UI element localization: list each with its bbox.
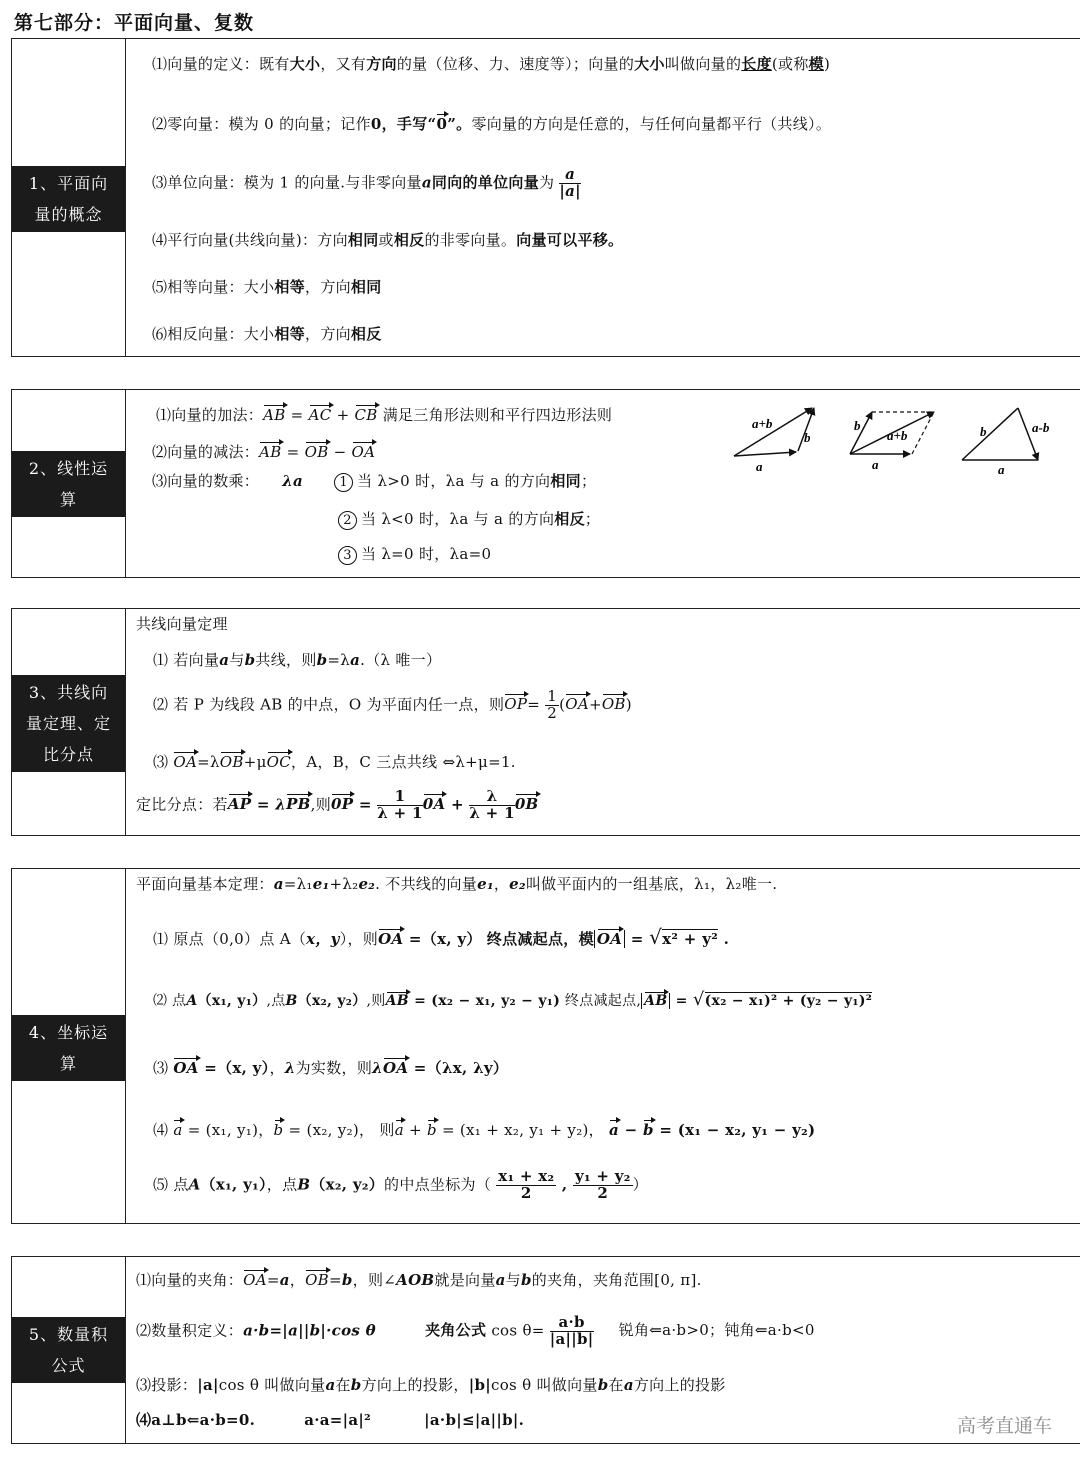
heading-line: 算 xyxy=(59,490,77,509)
text: =λ xyxy=(197,753,220,771)
text: A xyxy=(186,993,198,1009)
text: 2 xyxy=(597,1183,609,1202)
text: ,则 xyxy=(310,795,332,814)
text: 终点减起点, xyxy=(564,993,642,1009)
text: e₂ xyxy=(358,875,376,893)
text: 同向的单位向量 xyxy=(431,173,539,192)
text: |a||b| xyxy=(549,1329,594,1348)
text: 当 λ>0 时，λa 与 a 的方向 xyxy=(357,472,551,490)
text: ⑸相等向量：大小 xyxy=(152,278,275,296)
vector: AP xyxy=(227,795,252,814)
text: √ xyxy=(692,989,705,1010)
vector: OB xyxy=(601,695,626,714)
text: ⑶ xyxy=(153,1059,174,1077)
text: a xyxy=(565,165,576,183)
coord-item-3 xyxy=(153,1057,508,1078)
theorem-title: 共线向量定理 xyxy=(136,615,228,633)
text: = xyxy=(625,930,650,948)
text: =（λx, λy） xyxy=(408,1059,509,1077)
text: =λ₁ xyxy=(283,875,313,893)
text: ，方向 xyxy=(305,325,351,343)
text: a xyxy=(325,1376,336,1394)
text: ，又有 xyxy=(320,55,367,73)
vector: OA xyxy=(596,930,623,948)
coord-item-5 xyxy=(153,1169,648,1202)
vector: AB xyxy=(644,993,668,1009)
text: ⑶向量的数乘： xyxy=(152,472,260,490)
text: 0，手写“ xyxy=(370,115,437,133)
fraction xyxy=(377,789,422,822)
perpendicular-line xyxy=(136,1409,524,1430)
text: 的夹角，夹角范围[0, π]. xyxy=(531,1271,702,1289)
text: 向量可以平移。 xyxy=(516,231,624,249)
text: 在 xyxy=(335,1376,351,1394)
heading-line: 算 xyxy=(59,1054,77,1073)
text: 当 λ=0 时，λa=0 xyxy=(361,545,492,563)
text: ⑶投影： xyxy=(136,1376,198,1394)
text: a·b=|a||b|·cos θ xyxy=(243,1321,376,1340)
text: A xyxy=(188,1175,201,1194)
text: =λ xyxy=(327,651,351,669)
text: 1 xyxy=(547,687,558,705)
vector: OA xyxy=(382,1059,409,1077)
text: (或称 xyxy=(771,55,809,73)
vector: 0P xyxy=(331,795,354,814)
text: a xyxy=(421,173,432,192)
text: , xyxy=(556,1175,573,1194)
text: 当 λ<0 时，λa 与 a 的方向 xyxy=(361,510,555,528)
text: ，方向 xyxy=(305,278,351,296)
text: 大小 xyxy=(289,55,321,73)
text: +λ₂ xyxy=(329,875,359,893)
text: 与 xyxy=(229,651,245,669)
vector: OA xyxy=(173,1059,199,1077)
text: x₁ + x₂ xyxy=(498,1167,555,1185)
text: =（x, y） xyxy=(198,1059,270,1077)
text: ⑵ 若 P 为线段 AB 的中点，O 为平面内任一点，则 xyxy=(153,695,505,714)
text: 的量（位移、力、速度等）；向量的 xyxy=(396,55,635,73)
circled-number: 2 xyxy=(338,511,357,530)
text: ，点 xyxy=(266,1175,298,1194)
basis-theorem xyxy=(136,873,777,894)
text: ⑷a⊥b⇐a·b=0. xyxy=(136,1411,256,1429)
text: ( xyxy=(559,695,566,714)
section-coordinate-operations xyxy=(11,868,1080,1224)
text: （x₁, y₁） xyxy=(197,993,267,1009)
text: = xyxy=(285,406,309,424)
text: cos θ 叫做向量 xyxy=(218,1376,326,1394)
text: = (x₁ − x₂, y₁ − y₂) xyxy=(653,1121,816,1139)
text: 0 xyxy=(436,115,448,133)
heading-line: 量的概念 xyxy=(34,205,103,224)
text: 长度 xyxy=(741,55,772,73)
coord-item-1 xyxy=(153,925,729,949)
vector: OP xyxy=(504,695,528,714)
text: cos θ 叫做向量 xyxy=(491,1376,598,1394)
projection-line xyxy=(136,1374,726,1395)
text: a xyxy=(219,651,230,669)
text: λ xyxy=(284,1059,296,1077)
section-vector-concept xyxy=(11,38,1080,357)
text: ⑴ 原点（0,0）点 A（ xyxy=(153,930,307,948)
text: ,则 xyxy=(366,993,386,1009)
text: ⑵数量积定义： xyxy=(136,1321,244,1340)
text: 叫做向量的 xyxy=(664,55,742,73)
text: 相反 xyxy=(350,325,382,343)
opposite-vector-line xyxy=(152,323,382,344)
dot-product-definition-line xyxy=(136,1315,815,1348)
text: ， xyxy=(269,1059,285,1077)
text: 2 xyxy=(520,1183,532,1202)
text: ,点 xyxy=(266,993,286,1009)
heading-line: 1、平面向 xyxy=(28,174,109,193)
vector: AB xyxy=(259,443,282,461)
text: 的非零向量。 xyxy=(424,231,517,249)
section-head-column xyxy=(12,390,126,577)
text: √ xyxy=(649,925,663,949)
heading-line: 3、共线向 xyxy=(28,683,109,702)
vector: b xyxy=(643,1121,654,1139)
text: 零向量的方向是任意的，与任何向量都平行（共线）。 xyxy=(471,115,832,133)
watermark: 高考直通车 xyxy=(956,1415,1052,1437)
text: 的中点坐标为（ xyxy=(384,1175,492,1194)
section-head-column xyxy=(12,1257,126,1443)
text: ”。 xyxy=(447,115,472,133)
zero-vector-line xyxy=(152,113,831,134)
text: ⑵零向量：模为 0 的向量；记作 xyxy=(152,115,371,133)
vector: 0B xyxy=(514,795,539,814)
vector: OB xyxy=(304,443,329,461)
text: 相同 xyxy=(550,472,581,490)
text: a xyxy=(495,1271,506,1289)
text: = λ xyxy=(251,795,287,814)
vector: 0A xyxy=(422,795,446,814)
text: 1 xyxy=(377,789,422,806)
text: 或 xyxy=(378,231,394,249)
midpoint-item xyxy=(153,689,632,722)
coord-item-2 xyxy=(153,989,872,1010)
text: b xyxy=(350,1376,362,1394)
text: − xyxy=(328,443,352,461)
text: ， xyxy=(493,875,510,893)
text: ⑷平行向量(共线向量)：方向 xyxy=(152,231,348,249)
text: 锐角⇐a·b>0；钝角⇐a·b<0 xyxy=(618,1321,815,1340)
text: + xyxy=(445,795,470,814)
text: |b| xyxy=(468,1376,492,1394)
text: λ xyxy=(469,789,514,806)
circled-number: 3 xyxy=(338,546,357,565)
text: e₂ xyxy=(509,875,526,893)
text: 叫做平面内的一组基底，λ₁，λ₂唯一. xyxy=(525,875,778,893)
vector: OA xyxy=(565,695,589,714)
vector: OA xyxy=(351,443,376,461)
text: ） xyxy=(632,1175,648,1194)
text: ⑹相反向量：大小 xyxy=(152,325,275,343)
text: 平面向量基本定理： xyxy=(136,875,274,893)
text: 为 xyxy=(539,173,555,192)
text: 夹角公式 xyxy=(425,1321,487,1340)
text: 大小 xyxy=(634,55,665,73)
text: cos θ= xyxy=(491,1321,545,1340)
text: = xyxy=(670,993,693,1009)
text: − xyxy=(619,1121,643,1139)
addition-triangle-diagram xyxy=(734,408,814,474)
text: . 不共线的向量 xyxy=(375,875,478,893)
text: +μ xyxy=(243,753,267,771)
vector: a xyxy=(394,1121,404,1139)
text: 2 xyxy=(547,703,558,722)
vector: PB xyxy=(286,795,311,814)
section-heading xyxy=(12,166,125,232)
vector: CB xyxy=(354,406,378,424)
text: 就是向量 xyxy=(434,1271,496,1289)
section-collinear-theorem xyxy=(11,608,1080,836)
text: = (x₂, y₂)， 则 xyxy=(283,1121,395,1139)
collinear-item-1 xyxy=(153,649,441,670)
text: ， xyxy=(289,1271,306,1289)
scalar-multiply-line xyxy=(152,470,596,492)
vector: a xyxy=(609,1121,620,1139)
section-point-formula xyxy=(136,789,539,822)
text: a·a=|a|² xyxy=(304,1411,372,1429)
section-head-column xyxy=(12,39,126,356)
angle-line xyxy=(136,1269,702,1290)
text: ) xyxy=(823,55,831,73)
text: ⑴向量的定义：既有 xyxy=(152,55,290,73)
text: 为实数，则 xyxy=(295,1059,373,1077)
parallel-vector-line xyxy=(152,229,623,250)
text: |a| xyxy=(197,1376,219,1394)
text: 在 xyxy=(608,1376,624,1394)
text: ； xyxy=(584,510,601,528)
addition-line xyxy=(156,404,612,425)
text: ，则∠ xyxy=(352,1271,397,1289)
heading-line: 2、线性运 xyxy=(28,459,109,478)
text: ⑵ 点 xyxy=(153,993,187,1009)
heading-line: 量定理、定 xyxy=(25,714,111,733)
vector: OC xyxy=(266,753,292,771)
fraction xyxy=(545,689,559,722)
text: 方向 xyxy=(366,55,397,73)
section-heading xyxy=(12,1317,125,1383)
fraction xyxy=(550,1315,594,1348)
text: a xyxy=(623,1376,634,1394)
text: =（x, y） xyxy=(403,930,482,948)
section-head-column xyxy=(12,869,126,1223)
text: b xyxy=(341,1271,353,1289)
vector: OB xyxy=(219,753,244,771)
text: b xyxy=(244,651,256,669)
text: ⑷ xyxy=(153,1121,174,1139)
text: B xyxy=(285,993,298,1009)
text: 相同 xyxy=(350,278,382,296)
text: 方向上的投影， xyxy=(361,1376,469,1394)
text: ⑶单位向量：模为 1 的向量.与非零向量 xyxy=(152,173,422,192)
text: 模 xyxy=(808,55,824,73)
text: 终点减起点，模 xyxy=(486,930,594,948)
text: ），则 xyxy=(339,930,379,948)
text: ⑶ xyxy=(153,753,174,771)
text: λ xyxy=(372,1059,383,1077)
section-heading xyxy=(12,675,125,772)
vector: b xyxy=(426,1121,437,1139)
collinear-condition-item xyxy=(153,751,516,772)
label: a xyxy=(872,457,879,472)
heading-line: 比分点 xyxy=(42,745,94,764)
text: λ + 1 xyxy=(469,803,515,822)
text: e₁ xyxy=(477,875,494,893)
label: a+b xyxy=(752,416,773,431)
text: 相同 xyxy=(347,231,379,249)
text: = (x₁, y₁)， xyxy=(182,1121,274,1139)
scalar-case-3 xyxy=(338,543,491,565)
text: y₁ + y₂ xyxy=(574,1167,631,1185)
section-linear-operations xyxy=(11,389,1080,578)
text: ⑴ 若向量 xyxy=(153,651,220,669)
text: = xyxy=(527,695,541,714)
heading-line: 5、数量积 xyxy=(28,1325,109,1344)
vector: AB xyxy=(385,993,409,1009)
text: a xyxy=(273,875,284,893)
text: (x₂ − x₁)² + (y₂ − y₁)² xyxy=(704,993,873,1009)
text: ⑵向量的减法： xyxy=(152,443,260,461)
fraction xyxy=(573,1169,633,1202)
text: |a| xyxy=(559,181,581,200)
subtraction-triangle-diagram xyxy=(962,408,1050,476)
text: 相反 xyxy=(393,231,425,249)
text: + xyxy=(331,406,355,424)
section-head-column xyxy=(12,609,126,835)
text: 共线，则 xyxy=(255,651,317,669)
coord-item-4 xyxy=(153,1119,815,1140)
vector: AB xyxy=(263,406,286,424)
text: b xyxy=(316,651,328,669)
heading-line: 公式 xyxy=(51,1356,86,1375)
text: B xyxy=(297,1175,311,1194)
text: ⑸ 点 xyxy=(153,1175,189,1194)
text: = xyxy=(281,443,305,461)
page-title: 第七部分：平面向量、复数 xyxy=(14,12,255,34)
text: 相反 xyxy=(554,510,585,528)
text: a xyxy=(279,1271,290,1289)
text: ) xyxy=(625,695,632,714)
text: 相等 xyxy=(274,325,306,343)
section-dot-product xyxy=(11,1256,1080,1444)
fraction xyxy=(559,167,581,200)
text: ； xyxy=(580,472,597,490)
fraction xyxy=(496,1169,556,1202)
text: e₁ xyxy=(312,875,330,893)
scalar-case-2 xyxy=(338,508,600,530)
text: |a·b|≤|a||b|. xyxy=(424,1411,525,1429)
unit-vector-line xyxy=(152,167,581,200)
text: x，y xyxy=(306,930,340,948)
text: （x₂, y₂） xyxy=(297,993,367,1009)
text: = xyxy=(353,795,378,814)
text: b xyxy=(520,1271,532,1289)
text: = xyxy=(328,1271,342,1289)
label: a xyxy=(998,462,1005,476)
text: . xyxy=(718,930,730,948)
label: b xyxy=(980,424,987,439)
circled-number: 1 xyxy=(334,473,353,492)
text: + xyxy=(588,695,602,714)
text: a xyxy=(350,651,361,669)
text: a·b xyxy=(550,1315,594,1332)
text: ，A，B，C 三点共线 ⇔λ+μ=1. xyxy=(291,753,516,771)
text: 方向上的投影 xyxy=(633,1376,726,1394)
vector: OB xyxy=(305,1271,329,1289)
text: x² + y² xyxy=(662,930,719,948)
text: ⑴向量的加法： xyxy=(156,406,264,424)
vector: b xyxy=(273,1121,284,1139)
vector-diagrams xyxy=(712,396,1080,476)
heading-line: 4、坐标运 xyxy=(28,1023,109,1042)
vector: OA xyxy=(173,753,198,771)
label: a xyxy=(756,459,763,474)
text: + xyxy=(403,1121,427,1139)
label: b xyxy=(804,430,811,445)
text: （x₂, y₂） xyxy=(310,1175,385,1194)
text: 与 xyxy=(505,1271,521,1289)
text: = (x₁ + x₂, y₁ + y₂)， xyxy=(436,1121,610,1139)
text: AOB xyxy=(396,1271,435,1289)
section-heading xyxy=(12,1015,125,1081)
vector: OA xyxy=(243,1271,267,1289)
text: b xyxy=(597,1376,609,1394)
fraction xyxy=(469,789,514,822)
label: a-b xyxy=(1032,420,1050,435)
label: a+b xyxy=(887,428,908,443)
vector: OA xyxy=(378,930,404,948)
vector: a xyxy=(173,1121,183,1139)
subtraction-line xyxy=(152,441,375,462)
equal-vector-line xyxy=(152,276,382,297)
text: 满足三角形法则和平行四边形法则 xyxy=(377,406,613,424)
text: 相等 xyxy=(274,278,306,296)
text: .（λ 唯一） xyxy=(360,651,442,669)
text: （x₁, y₁） xyxy=(200,1175,267,1194)
text: λa xyxy=(282,472,304,490)
section-heading xyxy=(12,451,125,517)
text: 定比分点：若 xyxy=(136,795,228,814)
text: = xyxy=(266,1271,280,1289)
text: ⑴向量的夹角： xyxy=(136,1271,244,1289)
vector: AC xyxy=(308,406,332,424)
definition-line xyxy=(152,53,830,74)
label: b xyxy=(854,418,861,433)
text: = (x₂ − x₁, y₂ − y₁) xyxy=(408,993,561,1009)
parallelogram-diagram xyxy=(850,412,934,472)
text: λ + 1 xyxy=(377,803,423,822)
